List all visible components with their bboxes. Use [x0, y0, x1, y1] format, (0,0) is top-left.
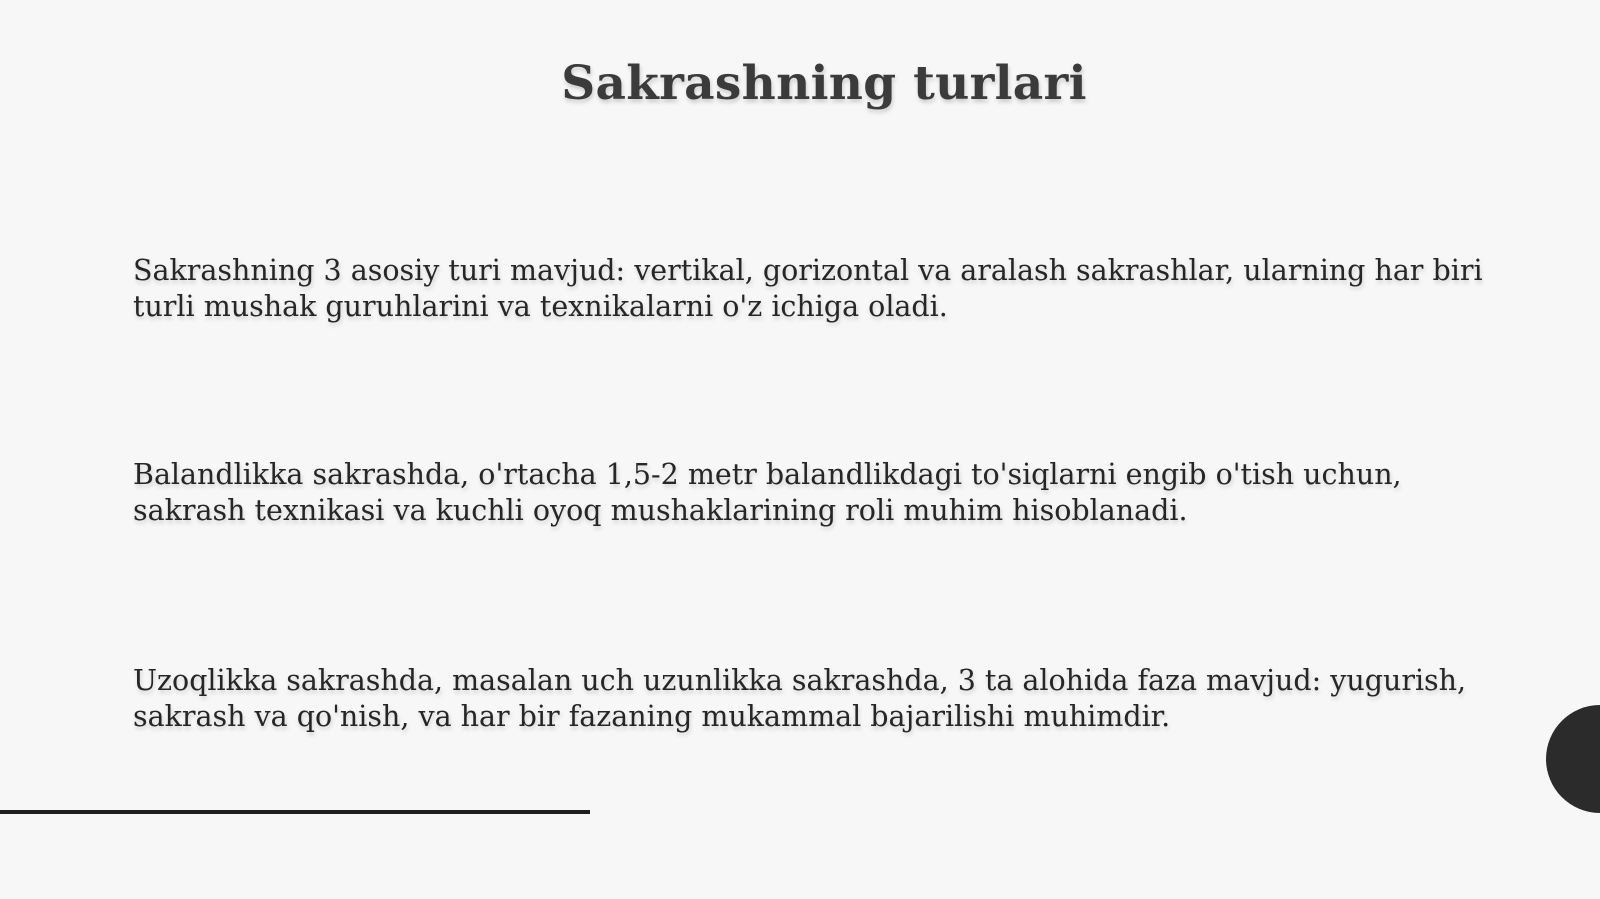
paragraph-long-jump: Uzoqlikka sakrashda, masalan uch uzunlikka sakrashda, 3 ta alohida faza mavjud: yugurish, sakrash va qo'nish, va har bir fazaning mukammal bajarilishi muhimdir. [133, 664, 1467, 733]
decorative-circle [1546, 705, 1600, 813]
paragraph-jump-types: Sakrashning 3 asosiy turi mavjud: vertikal, gorizontal va aralash sakrashlar, ularning har biri turli mushak guruhlarini va texnikalarni o'z ichiga oladi. [133, 254, 1483, 323]
decorative-line [0, 810, 590, 814]
slide-title: Sakrashning turlari [561, 56, 1087, 111]
paragraph-high-jump: Balandlikka sakrashda, o'rtacha 1,5-2 metr balandlikdagi to'siqlarni engib o'tish uchun, sakrash texnikasi va kuchli oyoq mushaklarining roli muhim hisoblanadi. [133, 458, 1402, 527]
